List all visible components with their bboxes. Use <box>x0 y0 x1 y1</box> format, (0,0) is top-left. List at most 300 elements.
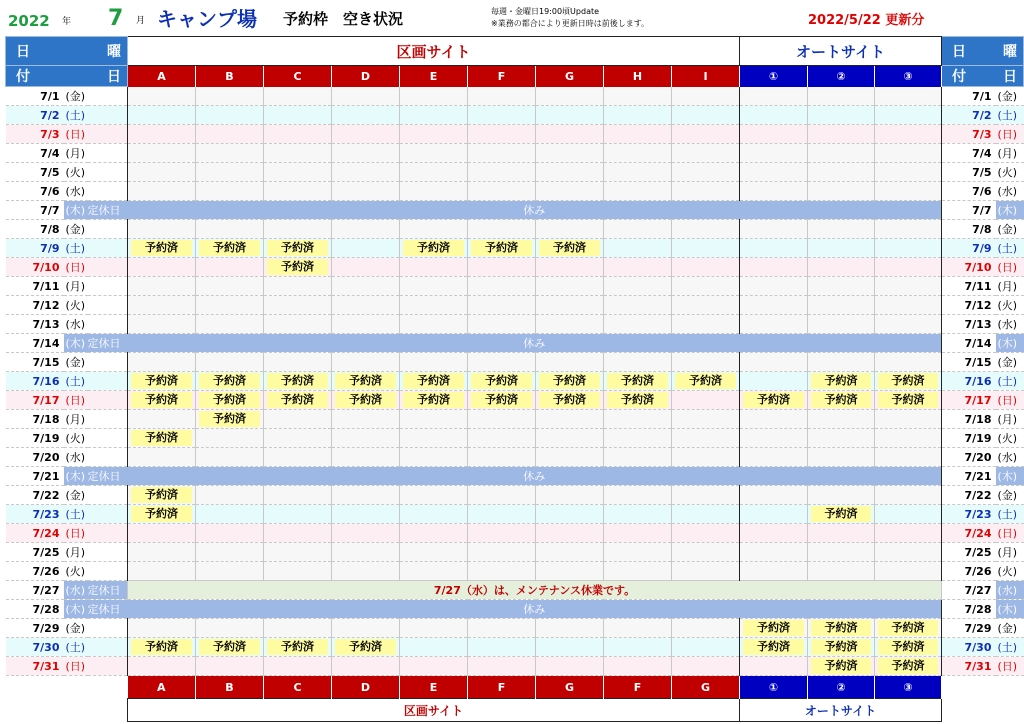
site-cell[interactable] <box>672 239 740 258</box>
site-cell[interactable] <box>536 87 604 106</box>
site-cell[interactable] <box>604 524 672 543</box>
site-cell[interactable] <box>536 429 604 448</box>
site-cell[interactable] <box>604 315 672 334</box>
site-cell[interactable] <box>196 657 264 676</box>
site-cell[interactable] <box>875 562 942 581</box>
site-cell[interactable] <box>604 619 672 638</box>
site-cell[interactable] <box>264 448 332 467</box>
site-cell[interactable] <box>604 277 672 296</box>
site-cell[interactable] <box>875 505 942 524</box>
site-cell[interactable] <box>875 315 942 334</box>
site-cell[interactable] <box>400 163 468 182</box>
site-cell[interactable] <box>875 144 942 163</box>
site-cell[interactable] <box>264 277 332 296</box>
site-cell[interactable] <box>332 486 400 505</box>
site-cell[interactable] <box>536 315 604 334</box>
site-cell[interactable] <box>740 144 808 163</box>
site-cell[interactable] <box>808 391 875 410</box>
site-cell[interactable] <box>536 125 604 144</box>
site-cell[interactable] <box>672 486 740 505</box>
site-cell[interactable] <box>604 220 672 239</box>
site-cell[interactable] <box>468 87 536 106</box>
site-cell[interactable] <box>468 372 536 391</box>
site-cell[interactable] <box>196 429 264 448</box>
site-cell[interactable] <box>196 125 264 144</box>
site-cell[interactable] <box>332 410 400 429</box>
site-cell[interactable] <box>128 543 196 562</box>
site-cell[interactable] <box>128 505 196 524</box>
site-cell[interactable] <box>875 657 942 676</box>
site-cell[interactable] <box>264 505 332 524</box>
site-cell[interactable] <box>400 87 468 106</box>
site-cell[interactable] <box>400 543 468 562</box>
site-cell[interactable] <box>468 163 536 182</box>
site-cell[interactable] <box>332 277 400 296</box>
site-cell[interactable] <box>264 657 332 676</box>
site-cell[interactable] <box>740 220 808 239</box>
site-cell[interactable] <box>468 543 536 562</box>
site-cell[interactable] <box>740 429 808 448</box>
site-cell[interactable] <box>672 410 740 429</box>
site-cell[interactable] <box>332 144 400 163</box>
site-cell[interactable] <box>808 258 875 277</box>
site-cell[interactable] <box>196 524 264 543</box>
site-cell[interactable] <box>264 258 332 277</box>
site-cell[interactable] <box>128 87 196 106</box>
site-cell[interactable] <box>128 524 196 543</box>
site-cell[interactable] <box>332 87 400 106</box>
site-cell[interactable] <box>264 486 332 505</box>
site-cell[interactable] <box>672 220 740 239</box>
site-cell[interactable] <box>468 125 536 144</box>
site-cell[interactable] <box>196 315 264 334</box>
site-cell[interactable] <box>808 410 875 429</box>
site-cell[interactable] <box>400 277 468 296</box>
site-cell[interactable] <box>264 87 332 106</box>
site-cell[interactable] <box>128 239 196 258</box>
site-cell[interactable] <box>672 296 740 315</box>
site-cell[interactable] <box>400 239 468 258</box>
site-cell[interactable] <box>196 619 264 638</box>
site-cell[interactable] <box>875 391 942 410</box>
site-cell[interactable] <box>672 429 740 448</box>
site-cell[interactable] <box>740 239 808 258</box>
site-cell[interactable] <box>740 277 808 296</box>
site-cell[interactable] <box>808 429 875 448</box>
site-cell[interactable] <box>604 543 672 562</box>
site-cell[interactable] <box>196 258 264 277</box>
site-cell[interactable] <box>264 562 332 581</box>
site-cell[interactable] <box>536 277 604 296</box>
site-cell[interactable] <box>264 543 332 562</box>
site-cell[interactable] <box>400 144 468 163</box>
site-cell[interactable] <box>808 220 875 239</box>
site-cell[interactable] <box>604 125 672 144</box>
site-cell[interactable] <box>332 505 400 524</box>
site-cell[interactable] <box>740 410 808 429</box>
site-cell[interactable] <box>400 486 468 505</box>
site-cell[interactable] <box>808 524 875 543</box>
site-cell[interactable] <box>332 163 400 182</box>
site-cell[interactable] <box>875 239 942 258</box>
site-cell[interactable] <box>604 562 672 581</box>
site-cell[interactable] <box>128 125 196 144</box>
site-cell[interactable] <box>672 391 740 410</box>
site-cell[interactable] <box>672 638 740 657</box>
site-cell[interactable] <box>672 562 740 581</box>
site-cell[interactable] <box>740 125 808 144</box>
site-cell[interactable] <box>128 410 196 429</box>
site-cell[interactable] <box>604 163 672 182</box>
site-cell[interactable] <box>604 372 672 391</box>
site-cell[interactable] <box>196 543 264 562</box>
site-cell[interactable] <box>808 315 875 334</box>
site-cell[interactable] <box>468 448 536 467</box>
site-cell[interactable] <box>332 239 400 258</box>
site-cell[interactable] <box>332 372 400 391</box>
site-cell[interactable] <box>332 353 400 372</box>
site-cell[interactable] <box>196 296 264 315</box>
site-cell[interactable] <box>468 258 536 277</box>
site-cell[interactable] <box>672 106 740 125</box>
site-cell[interactable] <box>196 391 264 410</box>
site-cell[interactable] <box>332 524 400 543</box>
site-cell[interactable] <box>332 657 400 676</box>
site-cell[interactable] <box>332 562 400 581</box>
site-cell[interactable] <box>128 106 196 125</box>
site-cell[interactable] <box>536 505 604 524</box>
site-cell[interactable] <box>808 277 875 296</box>
site-cell[interactable] <box>875 163 942 182</box>
site-cell[interactable] <box>672 619 740 638</box>
site-cell[interactable] <box>808 448 875 467</box>
site-cell[interactable] <box>468 562 536 581</box>
site-cell[interactable] <box>875 296 942 315</box>
site-cell[interactable] <box>536 486 604 505</box>
site-cell[interactable] <box>808 239 875 258</box>
site-cell[interactable] <box>672 182 740 201</box>
site-cell[interactable] <box>536 239 604 258</box>
site-cell[interactable] <box>536 410 604 429</box>
site-cell[interactable] <box>536 106 604 125</box>
site-cell[interactable] <box>468 619 536 638</box>
site-cell[interactable] <box>672 543 740 562</box>
site-cell[interactable] <box>875 486 942 505</box>
site-cell[interactable] <box>468 315 536 334</box>
site-cell[interactable] <box>400 125 468 144</box>
site-cell[interactable] <box>468 353 536 372</box>
site-cell[interactable] <box>468 486 536 505</box>
site-cell[interactable] <box>536 638 604 657</box>
site-cell[interactable] <box>536 353 604 372</box>
site-cell[interactable] <box>332 315 400 334</box>
site-cell[interactable] <box>536 657 604 676</box>
site-cell[interactable] <box>128 144 196 163</box>
site-cell[interactable] <box>604 106 672 125</box>
site-cell[interactable] <box>808 106 875 125</box>
site-cell[interactable] <box>875 543 942 562</box>
site-cell[interactable] <box>332 543 400 562</box>
site-cell[interactable] <box>604 87 672 106</box>
site-cell[interactable] <box>672 505 740 524</box>
site-cell[interactable] <box>332 448 400 467</box>
site-cell[interactable] <box>740 638 808 657</box>
site-cell[interactable] <box>672 524 740 543</box>
site-cell[interactable] <box>264 638 332 657</box>
site-cell[interactable] <box>264 296 332 315</box>
site-cell[interactable] <box>264 353 332 372</box>
site-cell[interactable] <box>672 372 740 391</box>
site-cell[interactable] <box>536 258 604 277</box>
site-cell[interactable] <box>264 391 332 410</box>
site-cell[interactable] <box>264 429 332 448</box>
site-cell[interactable] <box>808 87 875 106</box>
site-cell[interactable] <box>740 486 808 505</box>
site-cell[interactable] <box>875 277 942 296</box>
site-cell[interactable] <box>128 486 196 505</box>
site-cell[interactable] <box>468 182 536 201</box>
site-cell[interactable] <box>604 239 672 258</box>
site-cell[interactable] <box>468 410 536 429</box>
site-cell[interactable] <box>808 657 875 676</box>
site-cell[interactable] <box>536 163 604 182</box>
site-cell[interactable] <box>740 543 808 562</box>
site-cell[interactable] <box>128 296 196 315</box>
site-cell[interactable] <box>400 657 468 676</box>
site-cell[interactable] <box>740 258 808 277</box>
site-cell[interactable] <box>400 106 468 125</box>
site-cell[interactable] <box>400 353 468 372</box>
site-cell[interactable] <box>468 429 536 448</box>
site-cell[interactable] <box>400 410 468 429</box>
site-cell[interactable] <box>264 372 332 391</box>
site-cell[interactable] <box>875 410 942 429</box>
site-cell[interactable] <box>536 220 604 239</box>
site-cell[interactable] <box>672 258 740 277</box>
site-cell[interactable] <box>332 125 400 144</box>
site-cell[interactable] <box>808 144 875 163</box>
site-cell[interactable] <box>604 258 672 277</box>
site-cell[interactable] <box>128 391 196 410</box>
site-cell[interactable] <box>672 353 740 372</box>
site-cell[interactable] <box>740 87 808 106</box>
site-cell[interactable] <box>536 391 604 410</box>
site-cell[interactable] <box>400 296 468 315</box>
site-cell[interactable] <box>128 353 196 372</box>
site-cell[interactable] <box>740 391 808 410</box>
site-cell[interactable] <box>808 543 875 562</box>
site-cell[interactable] <box>400 391 468 410</box>
site-cell[interactable] <box>128 182 196 201</box>
site-cell[interactable] <box>128 657 196 676</box>
site-cell[interactable] <box>536 543 604 562</box>
site-cell[interactable] <box>808 296 875 315</box>
site-cell[interactable] <box>332 619 400 638</box>
site-cell[interactable] <box>400 315 468 334</box>
site-cell[interactable] <box>875 87 942 106</box>
site-cell[interactable] <box>604 182 672 201</box>
site-cell[interactable] <box>740 296 808 315</box>
site-cell[interactable] <box>196 163 264 182</box>
site-cell[interactable] <box>604 391 672 410</box>
site-cell[interactable] <box>196 144 264 163</box>
site-cell[interactable] <box>536 448 604 467</box>
site-cell[interactable] <box>468 239 536 258</box>
site-cell[interactable] <box>672 315 740 334</box>
site-cell[interactable] <box>808 638 875 657</box>
site-cell[interactable] <box>332 182 400 201</box>
site-cell[interactable] <box>740 448 808 467</box>
site-cell[interactable] <box>128 638 196 657</box>
site-cell[interactable] <box>672 657 740 676</box>
site-cell[interactable] <box>400 638 468 657</box>
site-cell[interactable] <box>875 106 942 125</box>
site-cell[interactable] <box>875 220 942 239</box>
site-cell[interactable] <box>128 372 196 391</box>
site-cell[interactable] <box>400 182 468 201</box>
site-cell[interactable] <box>468 638 536 657</box>
site-cell[interactable] <box>536 296 604 315</box>
site-cell[interactable] <box>264 182 332 201</box>
site-cell[interactable] <box>740 657 808 676</box>
site-cell[interactable] <box>400 429 468 448</box>
site-cell[interactable] <box>264 524 332 543</box>
site-cell[interactable] <box>536 182 604 201</box>
site-cell[interactable] <box>196 239 264 258</box>
site-cell[interactable] <box>196 182 264 201</box>
site-cell[interactable] <box>672 163 740 182</box>
site-cell[interactable] <box>128 277 196 296</box>
site-cell[interactable] <box>672 277 740 296</box>
site-cell[interactable] <box>604 638 672 657</box>
site-cell[interactable] <box>875 182 942 201</box>
site-cell[interactable] <box>740 619 808 638</box>
site-cell[interactable] <box>264 125 332 144</box>
site-cell[interactable] <box>740 106 808 125</box>
site-cell[interactable] <box>128 448 196 467</box>
site-cell[interactable] <box>536 144 604 163</box>
site-cell[interactable] <box>332 429 400 448</box>
site-cell[interactable] <box>400 372 468 391</box>
site-cell[interactable] <box>468 296 536 315</box>
site-cell[interactable] <box>740 182 808 201</box>
site-cell[interactable] <box>672 87 740 106</box>
site-cell[interactable] <box>808 562 875 581</box>
site-cell[interactable] <box>875 638 942 657</box>
site-cell[interactable] <box>740 353 808 372</box>
site-cell[interactable] <box>604 505 672 524</box>
site-cell[interactable] <box>808 372 875 391</box>
site-cell[interactable] <box>875 125 942 144</box>
site-cell[interactable] <box>604 429 672 448</box>
site-cell[interactable] <box>264 106 332 125</box>
site-cell[interactable] <box>196 448 264 467</box>
site-cell[interactable] <box>196 353 264 372</box>
site-cell[interactable] <box>740 315 808 334</box>
site-cell[interactable] <box>808 505 875 524</box>
site-cell[interactable] <box>400 220 468 239</box>
site-cell[interactable] <box>400 619 468 638</box>
site-cell[interactable] <box>400 524 468 543</box>
site-cell[interactable] <box>740 524 808 543</box>
site-cell[interactable] <box>468 220 536 239</box>
site-cell[interactable] <box>808 163 875 182</box>
site-cell[interactable] <box>468 505 536 524</box>
site-cell[interactable] <box>875 353 942 372</box>
site-cell[interactable] <box>196 372 264 391</box>
site-cell[interactable] <box>808 353 875 372</box>
site-cell[interactable] <box>400 448 468 467</box>
site-cell[interactable] <box>128 315 196 334</box>
site-cell[interactable] <box>875 372 942 391</box>
site-cell[interactable] <box>468 524 536 543</box>
site-cell[interactable] <box>740 562 808 581</box>
site-cell[interactable] <box>332 220 400 239</box>
site-cell[interactable] <box>128 619 196 638</box>
site-cell[interactable] <box>468 277 536 296</box>
site-cell[interactable] <box>332 296 400 315</box>
site-cell[interactable] <box>875 258 942 277</box>
site-cell[interactable] <box>264 619 332 638</box>
site-cell[interactable] <box>196 505 264 524</box>
site-cell[interactable] <box>332 638 400 657</box>
site-cell[interactable] <box>536 524 604 543</box>
site-cell[interactable] <box>672 448 740 467</box>
site-cell[interactable] <box>264 220 332 239</box>
site-cell[interactable] <box>468 391 536 410</box>
site-cell[interactable] <box>808 486 875 505</box>
site-cell[interactable] <box>875 448 942 467</box>
site-cell[interactable] <box>196 638 264 657</box>
site-cell[interactable] <box>264 315 332 334</box>
site-cell[interactable] <box>128 163 196 182</box>
site-cell[interactable] <box>196 486 264 505</box>
site-cell[interactable] <box>196 106 264 125</box>
site-cell[interactable] <box>264 144 332 163</box>
site-cell[interactable] <box>332 106 400 125</box>
site-cell[interactable] <box>536 372 604 391</box>
site-cell[interactable] <box>875 429 942 448</box>
site-cell[interactable] <box>808 619 875 638</box>
site-cell[interactable] <box>808 182 875 201</box>
site-cell[interactable] <box>400 258 468 277</box>
site-cell[interactable] <box>264 239 332 258</box>
site-cell[interactable] <box>468 144 536 163</box>
site-cell[interactable] <box>264 410 332 429</box>
site-cell[interactable] <box>332 258 400 277</box>
site-cell[interactable] <box>604 657 672 676</box>
site-cell[interactable] <box>196 277 264 296</box>
site-cell[interactable] <box>604 144 672 163</box>
site-cell[interactable] <box>604 353 672 372</box>
site-cell[interactable] <box>468 106 536 125</box>
site-cell[interactable] <box>604 296 672 315</box>
site-cell[interactable] <box>128 429 196 448</box>
site-cell[interactable] <box>536 562 604 581</box>
site-cell[interactable] <box>875 619 942 638</box>
site-cell[interactable] <box>196 87 264 106</box>
site-cell[interactable] <box>740 163 808 182</box>
site-cell[interactable] <box>128 562 196 581</box>
site-cell[interactable] <box>604 486 672 505</box>
site-cell[interactable] <box>196 562 264 581</box>
site-cell[interactable] <box>128 258 196 277</box>
site-cell[interactable] <box>468 657 536 676</box>
site-cell[interactable] <box>128 220 196 239</box>
site-cell[interactable] <box>808 125 875 144</box>
site-cell[interactable] <box>740 505 808 524</box>
site-cell[interactable] <box>536 619 604 638</box>
